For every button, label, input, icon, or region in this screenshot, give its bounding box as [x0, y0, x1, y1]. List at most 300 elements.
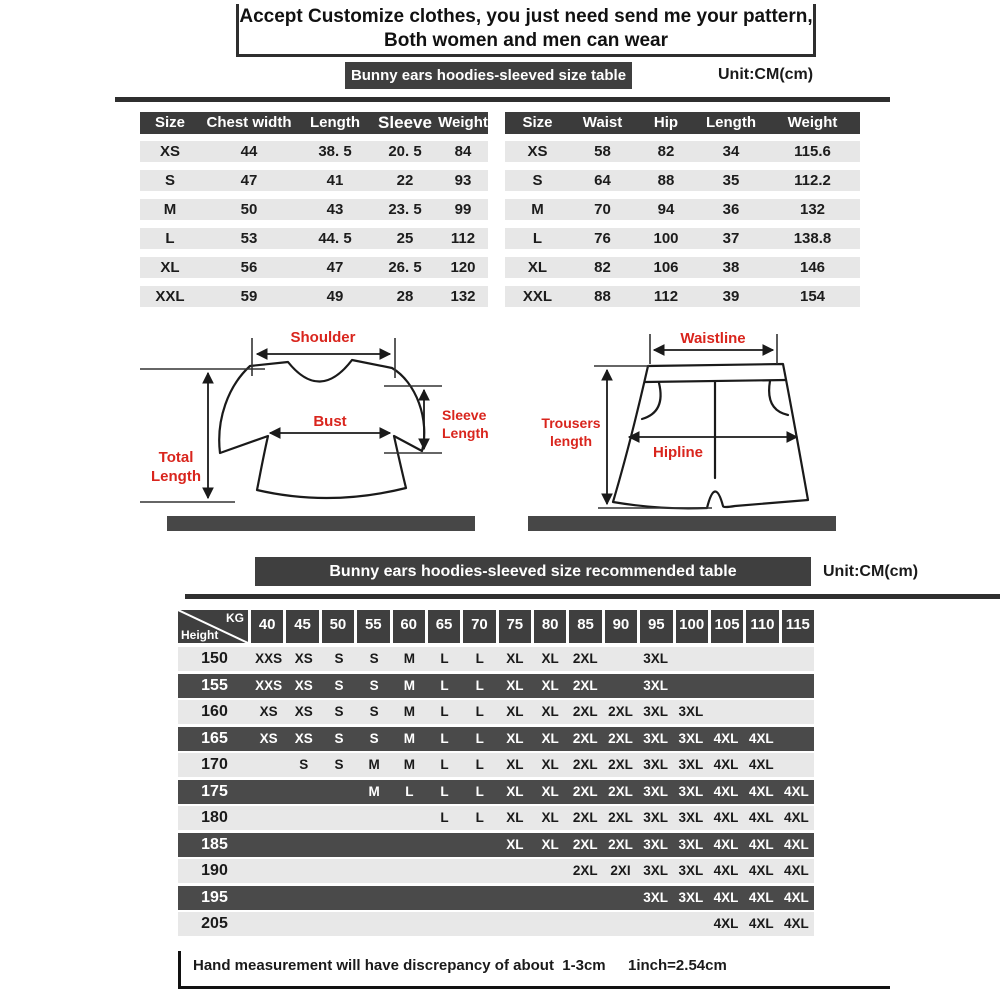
- recommended-size-cell: [462, 859, 497, 883]
- size-table-row: [505, 286, 860, 307]
- height-label: 175: [201, 782, 228, 800]
- measurement-value: 37: [722, 230, 740, 247]
- size-table-row: [140, 199, 488, 220]
- measurement-value: 56: [240, 259, 258, 276]
- size-label: L: [532, 230, 543, 247]
- recommended-table-title: Bunny ears hoodies-sleeved size recommended table: [255, 557, 811, 586]
- recommended-size-cell: L: [405, 783, 414, 799]
- size-label: L: [165, 230, 175, 247]
- recommended-size-cell: [357, 886, 392, 910]
- recommended-size-cell: 2XL: [572, 836, 598, 852]
- recommended-size-cell: L: [440, 677, 449, 693]
- recommended-size-cell: 4XL: [784, 863, 809, 878]
- recommended-size-cell: 4XL: [784, 916, 809, 931]
- size-label: XS: [527, 143, 548, 160]
- footer-bracket-vertical: [178, 951, 181, 989]
- size-table-row: [140, 141, 488, 162]
- measurement-value: 82: [594, 259, 611, 276]
- recommended-size-cell: 2XL: [608, 836, 633, 852]
- weight-header: 60: [393, 610, 428, 643]
- corner-kg-label: KG: [226, 611, 244, 625]
- measurement-value: 64: [594, 172, 611, 189]
- measurement-value: 94: [657, 201, 675, 218]
- recommended-size-cell: 4XL: [748, 889, 774, 905]
- recommended-size-cell: 4XL: [713, 889, 739, 905]
- measurement-value: 100: [653, 230, 679, 247]
- recommended-size-cell: 4XL: [748, 916, 774, 931]
- recommended-size-cell: XXS: [255, 651, 283, 666]
- recommended-size-cell: 3XL: [643, 810, 669, 825]
- recommended-size-cell: L: [475, 677, 484, 693]
- recommended-size-cell: 3XL: [643, 863, 669, 878]
- column-header: Length: [706, 114, 756, 131]
- recommended-size-cell: [392, 859, 427, 883]
- recommended-size-cell: [497, 886, 532, 910]
- recommended-size-cell: [427, 833, 462, 857]
- shoulder-label: Shoulder: [290, 329, 356, 346]
- recommended-size-cell: [603, 647, 638, 671]
- recommended-size-cell: [321, 859, 356, 883]
- recommendation-row: [178, 727, 814, 751]
- recommended-size-cell: L: [475, 783, 484, 799]
- recommended-size-cell: S: [334, 704, 344, 719]
- hipline-label: Hipline: [652, 444, 704, 461]
- measurement-value: 43: [326, 201, 344, 218]
- recommended-size-cell: XS: [294, 704, 313, 719]
- recommended-size-cell: [321, 780, 356, 804]
- measurement-value: 115.6: [794, 143, 831, 160]
- recommended-size-cell: [708, 700, 743, 724]
- recommended-size-cell: [357, 806, 392, 830]
- column-header: Chest width: [206, 114, 292, 131]
- measurement-value: 50: [240, 201, 258, 218]
- measurement-value: 44. 5: [318, 230, 352, 247]
- size-recommendation-table: [178, 610, 814, 939]
- recommended-size-cell: XL: [506, 704, 524, 719]
- size-table-row: [505, 170, 860, 191]
- height-label: 150: [201, 650, 228, 667]
- customize-note-line2: Both women and men can wear: [384, 30, 668, 51]
- recommended-size-cell: M: [403, 730, 415, 746]
- size-table-row: [140, 228, 488, 249]
- recommended-size-cell: 2XL: [572, 757, 598, 772]
- measurement-value: 49: [326, 288, 344, 305]
- recommended-size-cell: XL: [506, 730, 524, 746]
- recommended-size-cell: 4XL: [713, 863, 739, 878]
- measurement-value: 22: [396, 172, 414, 189]
- recommended-size-cell: 2XL: [608, 704, 633, 719]
- recommended-size-cell: 4XL: [748, 783, 774, 799]
- recommended-size-cell: [251, 833, 286, 857]
- weight-header: 50: [322, 610, 357, 643]
- recommended-size-cell: S: [369, 651, 379, 666]
- recommended-size-cell: 3XL: [643, 730, 669, 746]
- height-label: 180: [201, 809, 228, 826]
- recommended-size-cell: 4XL: [713, 916, 739, 931]
- size-label: M: [163, 201, 177, 218]
- weight-header: 80: [534, 610, 569, 643]
- measurement-value: 47: [240, 172, 258, 189]
- recommended-size-cell: [744, 700, 779, 724]
- recommended-size-cell: [603, 674, 638, 698]
- recommended-size-cell: 3XL: [678, 889, 704, 905]
- recommended-size-cell: [779, 674, 814, 698]
- measurement-value: 35: [722, 172, 740, 189]
- recommendation-row: [178, 753, 814, 777]
- recommendation-row: [178, 647, 814, 671]
- size-label: XL: [160, 259, 180, 276]
- recommendation-row: [178, 886, 814, 910]
- recommended-size-cell: [251, 859, 286, 883]
- recommended-size-cell: XL: [506, 836, 524, 852]
- recommended-size-cell: 3XL: [643, 757, 669, 772]
- size-label: S: [164, 172, 175, 189]
- recommended-size-cell: [673, 647, 708, 671]
- recommendation-row: [178, 674, 814, 698]
- measurement-value: 112.2: [794, 172, 831, 189]
- recommended-size-cell: 4XL: [784, 889, 809, 905]
- recommended-size-cell: [251, 780, 286, 804]
- recommended-size-cell: XL: [506, 651, 524, 666]
- recommended-size-cell: [673, 912, 708, 936]
- measurement-value: 88: [594, 288, 611, 305]
- recommended-size-cell: 4XL: [784, 810, 809, 825]
- recommended-size-cell: 4XL: [784, 783, 809, 799]
- column-header: Waist: [582, 114, 623, 131]
- kg-height-corner-cell: [178, 610, 251, 643]
- corner-height-label: Height: [181, 628, 219, 642]
- recommended-size-cell: 3XL: [678, 783, 704, 799]
- waistline-label: Waistline: [680, 330, 746, 347]
- recommended-size-cell: [533, 912, 568, 936]
- recommended-size-cell: XXS: [255, 677, 283, 693]
- recommended-size-cell: [533, 859, 568, 883]
- recommended-size-cell: [497, 912, 532, 936]
- recommended-size-cell: [427, 886, 462, 910]
- measurement-value: 34: [722, 143, 740, 160]
- recommended-size-cell: S: [299, 757, 309, 772]
- divider-bar-right: [528, 516, 836, 531]
- recommended-size-cell: S: [369, 730, 379, 746]
- measurement-value: 146: [799, 259, 826, 276]
- hoodie-size-table: [140, 112, 488, 315]
- recommended-size-cell: 3XL: [678, 757, 704, 772]
- recommended-size-cell: 4XL: [713, 757, 739, 772]
- recommended-size-cell: [321, 833, 356, 857]
- recommended-size-cell: [251, 753, 286, 777]
- recommended-size-cell: [744, 647, 779, 671]
- recommended-size-cell: S: [334, 677, 344, 693]
- recommendation-row: [178, 780, 814, 804]
- recommended-size-cell: 4XL: [713, 810, 739, 825]
- recommended-size-cell: [286, 833, 321, 857]
- measurement-value: 70: [594, 201, 611, 218]
- recommended-size-cell: L: [440, 704, 449, 719]
- recommended-size-cell: 2XL: [572, 863, 598, 878]
- measurement-value: 53: [240, 230, 258, 247]
- measurement-value: 99: [454, 201, 472, 218]
- recommendation-row: [178, 859, 814, 883]
- measurement-value: 44: [240, 143, 258, 160]
- recommended-size-cell: [673, 674, 708, 698]
- recommended-size-cell: [392, 833, 427, 857]
- recommended-size-cell: L: [475, 757, 484, 772]
- total-length-label-2: Length: [151, 468, 201, 485]
- divider-line-1: [115, 97, 890, 102]
- recommended-size-cell: 4XL: [748, 836, 774, 852]
- measurement-value: 59: [240, 288, 258, 305]
- recommended-size-cell: M: [403, 704, 415, 719]
- weight-header: 40: [251, 610, 286, 643]
- recommended-size-cell: L: [440, 730, 449, 746]
- weight-header: 65: [428, 610, 463, 643]
- size-label: XL: [527, 259, 548, 276]
- weight-header: 70: [463, 610, 498, 643]
- recommended-size-cell: S: [369, 677, 379, 693]
- size-label: S: [532, 172, 543, 189]
- recommended-size-cell: [392, 886, 427, 910]
- recommended-size-cell: S: [369, 704, 379, 719]
- recommended-size-cell: [392, 806, 427, 830]
- recommended-size-cell: 2XL: [608, 757, 633, 772]
- recommended-size-cell: XL: [541, 836, 559, 852]
- recommended-size-cell: [357, 859, 392, 883]
- recommended-size-cell: [427, 912, 462, 936]
- recommended-size-cell: 2XL: [608, 730, 633, 746]
- weight-header: 115: [782, 610, 814, 643]
- recommended-size-cell: 3XL: [678, 863, 704, 878]
- measurement-value: 47: [326, 259, 344, 276]
- recommended-size-cell: 4XL: [748, 863, 774, 878]
- recommended-size-cell: [357, 912, 392, 936]
- customize-note-box: [236, 4, 816, 57]
- recommended-size-cell: [321, 912, 356, 936]
- recommended-size-cell: M: [403, 651, 415, 666]
- measurement-value: 82: [657, 143, 675, 160]
- recommended-size-cell: [533, 886, 568, 910]
- recommended-size-cell: M: [368, 783, 380, 799]
- sleeve-length-label-1: Sleeve: [442, 407, 487, 423]
- recommended-size-cell: [708, 674, 743, 698]
- hoodie-size-table-title: Bunny ears hoodies-sleeved size table: [345, 62, 632, 89]
- bust-label: Bust: [313, 413, 347, 430]
- measurement-value: 132: [799, 201, 826, 218]
- measurement-value: 41: [326, 172, 344, 189]
- recommended-size-cell: 2XL: [572, 810, 598, 825]
- size-table-row: [505, 199, 860, 220]
- weight-header: 95: [640, 610, 675, 643]
- recommended-size-cell: [286, 912, 321, 936]
- column-header: Sleeve: [378, 113, 432, 132]
- recommended-size-cell: S: [334, 730, 344, 746]
- recommended-size-cell: 2XL: [572, 730, 598, 746]
- recommended-size-cell: [497, 859, 532, 883]
- recommended-size-cell: 4XL: [748, 730, 774, 746]
- size-table-row: [140, 286, 488, 307]
- recommended-size-cell: [568, 886, 603, 910]
- divider-bar-left: [167, 516, 475, 531]
- recommended-size-cell: 3XL: [678, 704, 704, 719]
- measurement-value: 88: [657, 172, 675, 189]
- measurement-value: 84: [454, 143, 472, 160]
- recommended-size-cell: XL: [506, 783, 524, 799]
- recommended-size-cell: [779, 753, 814, 777]
- recommended-size-cell: [603, 912, 638, 936]
- recommended-size-cell: [779, 727, 814, 751]
- recommended-size-cell: [779, 647, 814, 671]
- height-label: 205: [201, 915, 228, 932]
- recommended-size-cell: 2XL: [572, 783, 598, 799]
- measurement-value: 120: [450, 259, 476, 276]
- recommended-size-cell: L: [440, 810, 449, 825]
- measurement-value: 38: [722, 259, 740, 276]
- recommended-size-cell: [779, 700, 814, 724]
- recommended-size-cell: L: [440, 783, 449, 799]
- recommended-size-cell: [744, 674, 779, 698]
- recommended-size-cell: 3XL: [643, 677, 669, 693]
- recommended-size-cell: 3XL: [678, 810, 704, 825]
- recommended-size-cell: [462, 886, 497, 910]
- recommended-size-cell: [321, 806, 356, 830]
- shorts-size-table: [505, 112, 860, 315]
- weight-header: 105: [711, 610, 746, 643]
- recommended-size-cell: XL: [541, 783, 559, 799]
- recommended-size-cell: 3XL: [643, 783, 669, 799]
- recommended-size-cell: [462, 912, 497, 936]
- measurement-value: 28: [396, 288, 414, 305]
- column-header: Weight: [787, 114, 838, 131]
- size-label: XS: [159, 143, 180, 160]
- unit-label-1: Unit:CM(cm): [718, 66, 814, 83]
- recommended-size-cell: [392, 912, 427, 936]
- recommended-size-cell: 2XL: [572, 651, 598, 666]
- recommended-size-cell: [603, 886, 638, 910]
- height-label: 190: [201, 862, 228, 879]
- recommendation-header-row: [178, 610, 814, 643]
- height-label: 185: [201, 835, 228, 853]
- recommended-size-cell: 4XL: [713, 730, 739, 746]
- measurement-value: 36: [722, 201, 740, 218]
- shorts-table-header-row: [505, 112, 860, 134]
- recommended-size-cell: [251, 912, 286, 936]
- column-header: Size: [154, 114, 185, 131]
- recommendation-row: [178, 806, 814, 830]
- recommended-size-cell: [321, 886, 356, 910]
- height-label: 170: [201, 756, 228, 773]
- recommended-size-cell: 3XL: [643, 889, 669, 905]
- recommended-size-cell: XL: [541, 810, 559, 825]
- trousers-length-label-2: length: [550, 433, 592, 449]
- recommended-size-cell: XL: [506, 757, 524, 772]
- recommended-size-cell: L: [440, 651, 449, 666]
- recommended-size-cell: 2XL: [608, 783, 633, 799]
- recommended-size-cell: [708, 647, 743, 671]
- divider-line-2: [185, 594, 1000, 599]
- recommended-size-cell: 4XL: [713, 836, 739, 852]
- recommended-size-cell: XS: [259, 730, 278, 746]
- recommended-size-cell: [286, 806, 321, 830]
- recommended-size-cell: XS: [294, 651, 313, 666]
- recommended-size-cell: 4XL: [748, 810, 774, 825]
- measurement-value: 39: [722, 288, 740, 305]
- measurement-value: 38. 5: [318, 143, 352, 160]
- recommended-size-cell: XS: [294, 730, 313, 746]
- customize-note-line1: Accept Customize clothes, you just need send me your pattern,: [239, 6, 813, 27]
- column-header: Length: [310, 114, 360, 131]
- measurement-value: 112: [653, 288, 679, 305]
- recommended-size-cell: L: [475, 730, 484, 746]
- size-label: XXL: [155, 288, 185, 305]
- recommended-size-cell: XL: [541, 704, 559, 719]
- unit-label-2: Unit:CM(cm): [823, 563, 919, 580]
- inch-conversion-note: 1inch=2.54cm: [628, 957, 727, 974]
- size-label: M: [531, 201, 544, 218]
- recommended-size-cell: 3XL: [643, 836, 669, 852]
- size-label: XXL: [522, 288, 553, 305]
- recommended-size-cell: L: [475, 704, 484, 719]
- recommended-size-cell: [286, 780, 321, 804]
- measurement-value: 58: [594, 143, 611, 160]
- recommended-size-cell: [286, 886, 321, 910]
- recommended-size-cell: L: [440, 757, 449, 772]
- footer-bracket-horizontal: [178, 986, 890, 989]
- recommended-size-cell: 4XL: [748, 757, 774, 772]
- recommended-size-cell: M: [403, 677, 415, 693]
- size-table-row: [505, 141, 860, 162]
- recommended-size-cell: M: [403, 757, 415, 772]
- total-length-label-1: Total: [158, 449, 194, 466]
- recommended-size-cell: XL: [506, 677, 524, 693]
- recommended-size-cell: [568, 912, 603, 936]
- measurement-value: 132: [450, 288, 476, 305]
- weight-header: 90: [605, 610, 640, 643]
- weight-header: 55: [357, 610, 392, 643]
- recommended-size-cell: 3XL: [678, 836, 704, 852]
- weight-header: 75: [499, 610, 534, 643]
- column-header: Hip: [653, 114, 679, 131]
- recommendation-row: [178, 700, 814, 724]
- measurement-value: 26. 5: [388, 259, 422, 276]
- measurement-value: 138.8: [793, 230, 832, 247]
- height-label: 165: [201, 729, 228, 747]
- recommended-size-cell: XS: [294, 677, 313, 693]
- weight-header: 85: [569, 610, 604, 643]
- column-header: Weight: [438, 114, 488, 131]
- size-table-row: [505, 228, 860, 249]
- column-header: Size: [522, 114, 553, 131]
- recommended-size-cell: XL: [541, 677, 559, 693]
- measurement-discrepancy-note: Hand measurement will have discrepancy of about 1-3cm: [193, 957, 606, 974]
- recommended-size-cell: 2XL: [572, 677, 598, 693]
- recommendation-row: [178, 912, 814, 936]
- recommended-size-cell: XL: [541, 730, 559, 746]
- recommended-size-cell: XL: [506, 810, 524, 825]
- recommended-size-cell: 2XI: [610, 863, 631, 878]
- recommended-size-cell: XL: [541, 757, 559, 772]
- measurement-value: 76: [594, 230, 611, 247]
- height-label: 155: [201, 676, 228, 694]
- height-label: 195: [201, 888, 228, 906]
- measurement-value: 106: [653, 259, 679, 276]
- recommended-size-cell: 2XL: [572, 704, 598, 719]
- measurement-value: 93: [454, 172, 472, 189]
- recommendation-row: [178, 833, 814, 857]
- recommended-size-cell: [286, 859, 321, 883]
- left-pocket-curve: [642, 383, 661, 419]
- recommended-size-cell: S: [334, 757, 344, 772]
- height-label: 160: [201, 703, 228, 720]
- shorts-diagram: [541, 330, 808, 508]
